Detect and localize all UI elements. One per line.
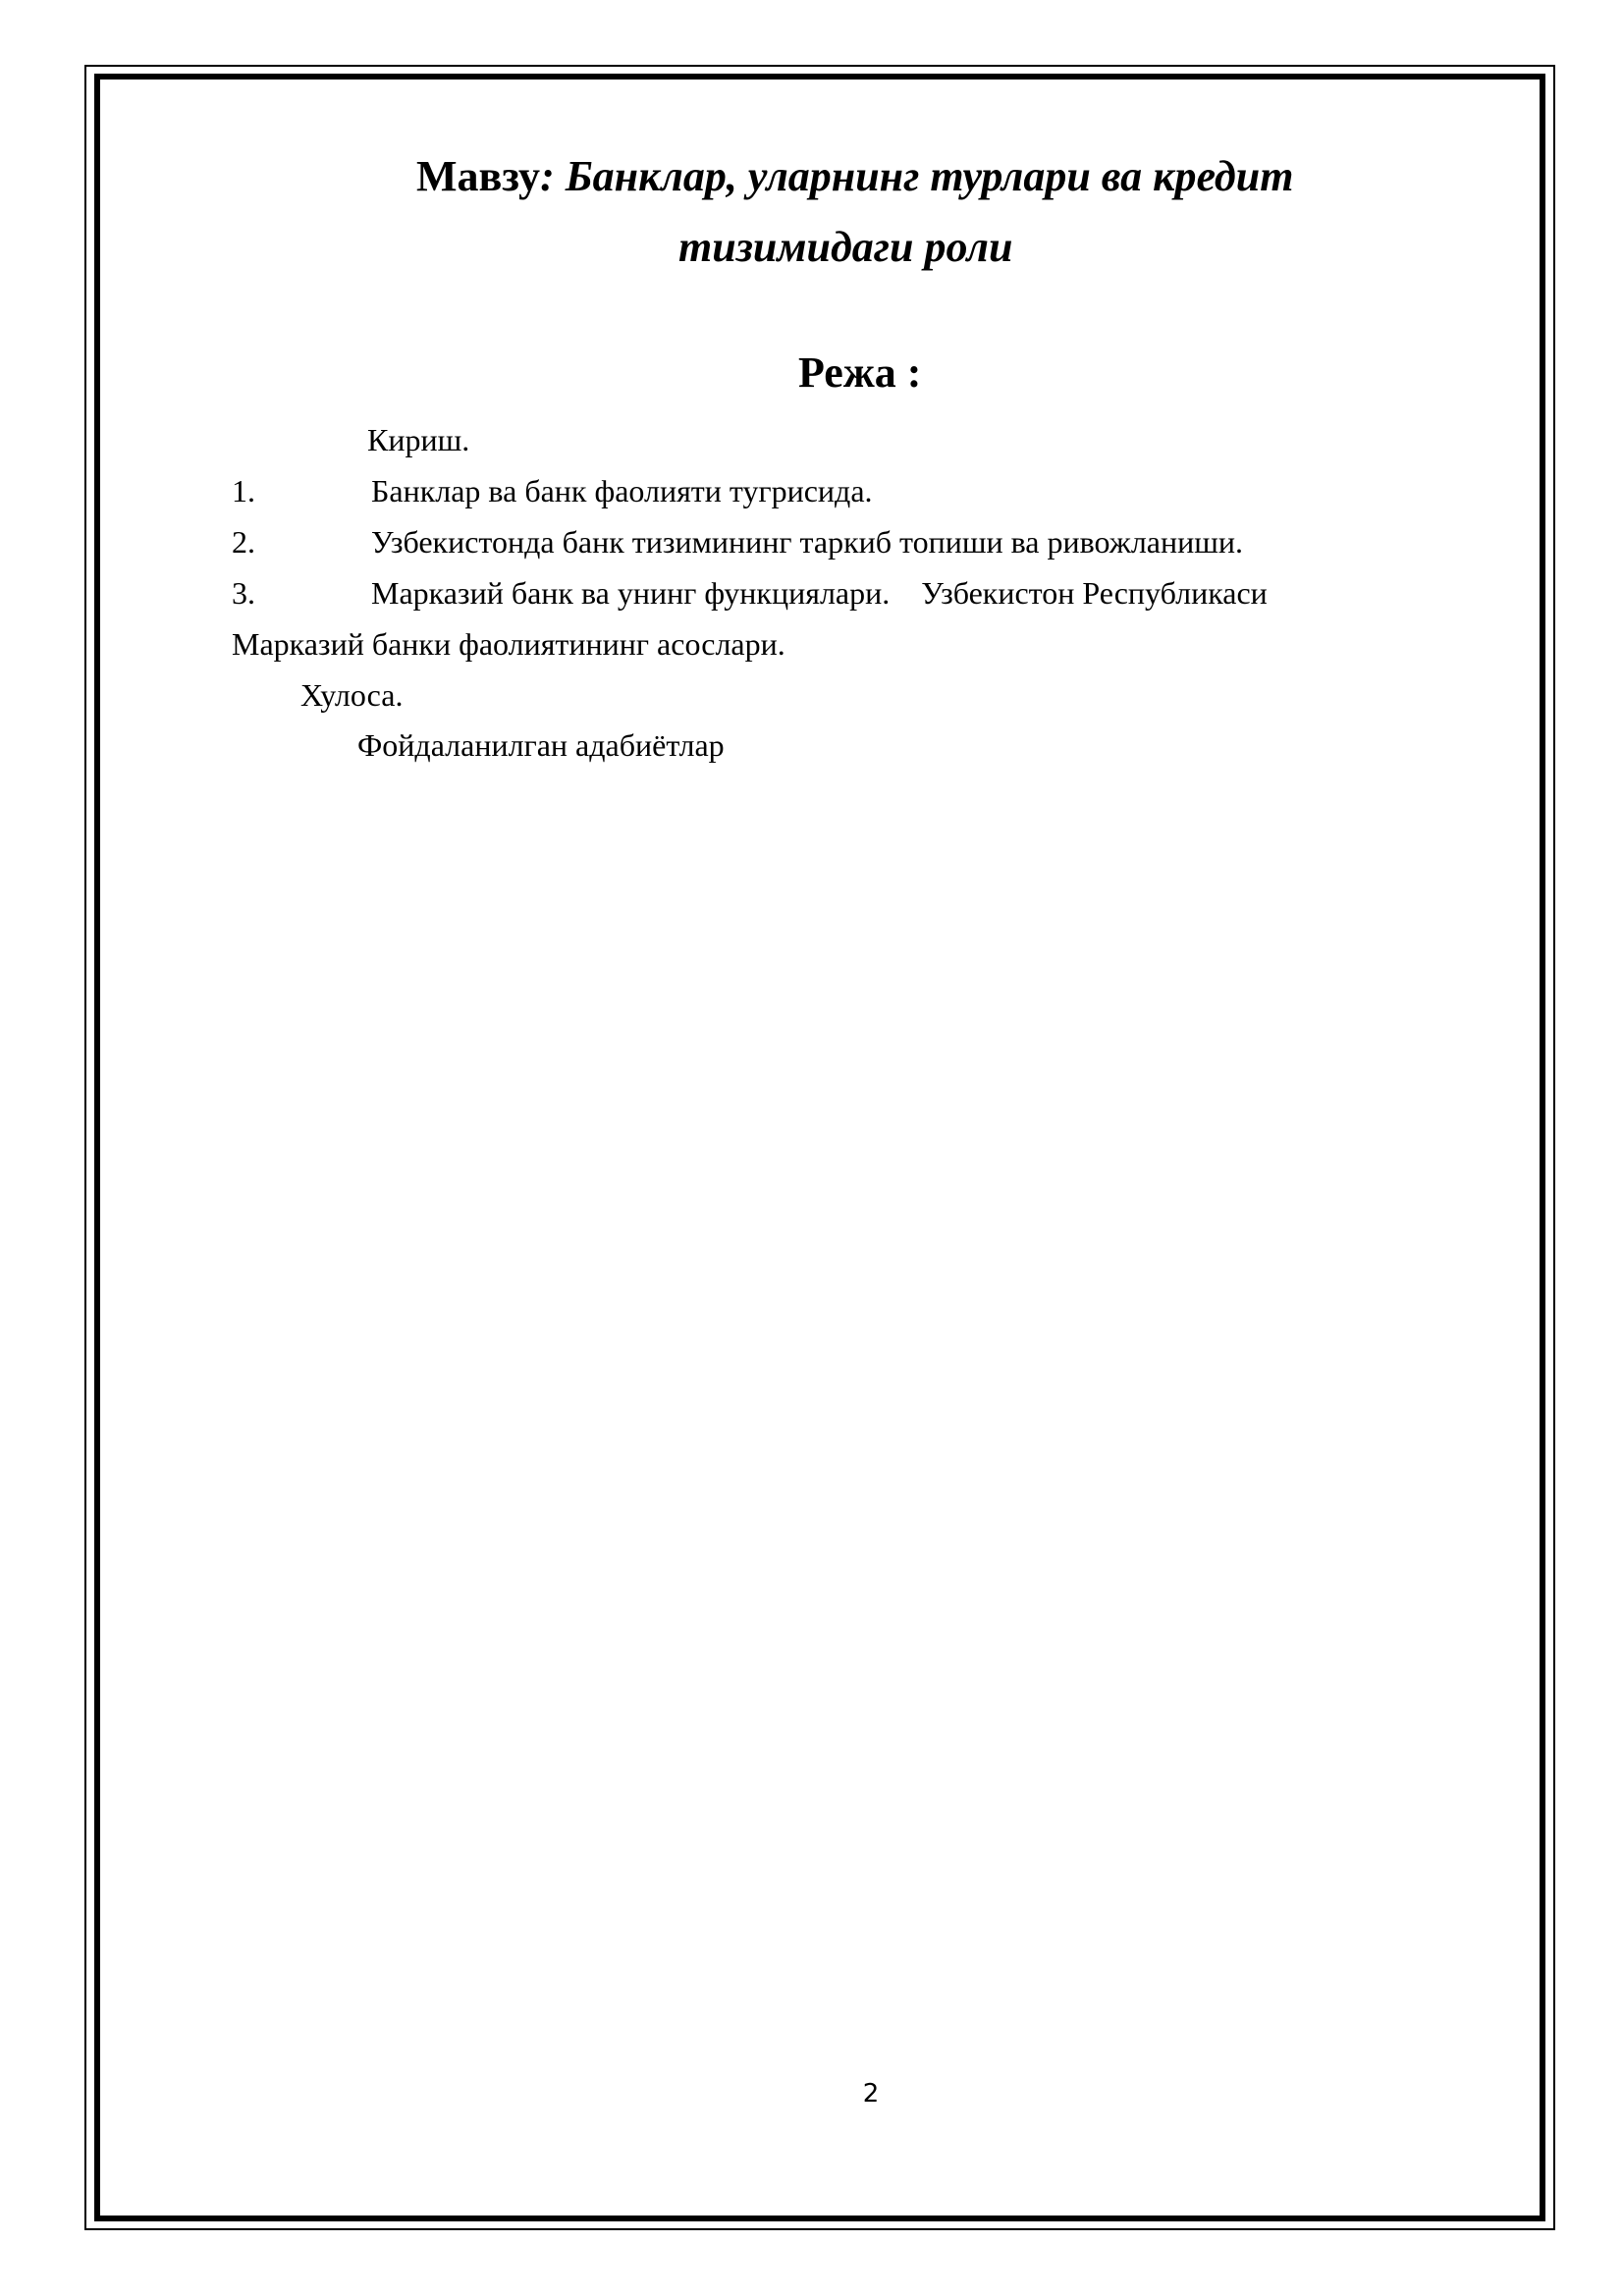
plan-item-1-text: Банклар ва банк фаолияти тугрисида. [371, 473, 873, 508]
plan-heading: Режа : [798, 348, 922, 397]
plan-item-3-continuation: Марказий банки фаолиятининг асослари. [232, 626, 785, 662]
plan-item-3-text: Марказий банк ва унинг функциялари. Узбекистон Республикаси [371, 575, 1268, 611]
document-title-line-1 [416, 152, 1294, 200]
title-topic-part-1: : Банклар, уларнинг турлари ва кредит [540, 152, 1294, 200]
plan-item-1-number: 1. [232, 473, 255, 508]
plan-item-2-number: 2. [232, 524, 255, 560]
document-title-line-2: тизимидаги роли [678, 223, 1013, 271]
plan-item-3-number: 3. [232, 575, 255, 611]
plan-references: Фойдаланилган адабиётлар [357, 727, 725, 763]
plan-conclusion: Хулоса. [300, 677, 404, 713]
plan-item-2-text: Узбекистонда банк тизимининг таркиб топиши ва ривожланиши. [371, 524, 1244, 560]
page-number: 2 [862, 2079, 880, 2109]
plan-intro: Кириш. [367, 422, 470, 457]
title-prefix: Мавзу [416, 152, 541, 200]
